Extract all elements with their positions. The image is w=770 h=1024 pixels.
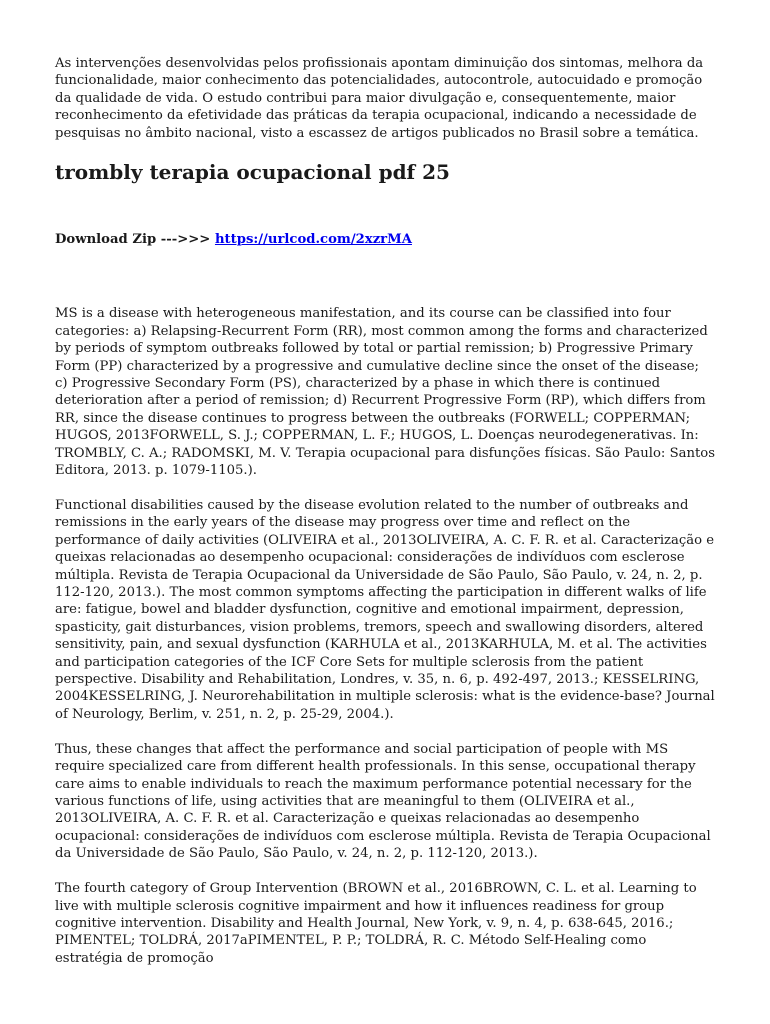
- download-line: [55, 231, 715, 248]
- intro-paragraph: As intervenções desenvolvidas pelos profissionais apontam diminuição dos sintomas, melhora da funcionalidade, maior conhecimento das potencialidades, autocontrole, autocuidado e promoção da qualidade de vida. O estudo contribui para maior divulgação e, consequentemente, maior reconhecimento da efetividade das práticas da terapia ocupacional, indicando a necessidade de pesquisas no âmbito nacional, visto a escassez de artigos publicados no Brasil sobre a temática.: [55, 56, 704, 141]
- download-label: Download Zip --->>>: [55, 232, 215, 248]
- document-page: [55, 55, 715, 967]
- body-paragraph-4: The fourth category of Group Intervention (BROWN et al., 2016BROWN, C. L. et al. Learning to live with multiple sclerosis cognitive impairment and how it influences readiness for group cognitive intervention. Disability and Health Journal, New York, v. 9, n. 4, p. 638-645, 2016.; PIMENTEL; TOLDRÁ, 2017aPIMENTEL, P. P.; TOLDRÁ, R. C. Método Self-Healing como estratégia de promoção: [55, 881, 697, 966]
- body-paragraph-3: Thus, these changes that affect the performance and social participation of people with MS require specialized care from different health professionals. In this sense, occupational therapy care aims to enable individuals to reach the maximum performance potential necessary for the various functions of life, using activities that are meaningful to them (OLIVEIRA et al., 2013OLIVEIRA, A. C. F. R. et al. Caracterização e queixas relacionadas ao desempenho ocupacional: considerações de indivíduos com esclerose múltipla. Revista de Terapia Ocupacional da Universidade de São Paulo, São Paulo, v. 24, n. 2, p. 112-120, 2013.).: [55, 741, 711, 862]
- body-paragraph-2: Functional disabilities caused by the disease evolution related to the number of outbreaks and remissions in the early years of the disease may progress over time and reflect on the performance of daily activities (OLIVEIRA et al., 2013OLIVEIRA, A. C. F. R. et al. Caracterização e queixas relacionadas ao desempenho ocupacional: considerações de indivíduos com esclerose múltipla. Revista de Terapia Ocupacional da Universidade de São Paulo, São Paulo, v. 24, n. 2, p. 112-120, 2013.). The most common symptoms affecting the participation in different walks of life are: fatigue, bowel and bladder dysfunction, cognitive and emotional impairment, depression, spasticity, gait disturbances, vision problems, tremors, speech and swallowing disorders, altered sensitivity, pain, and sexual dysfunction (KARHULA et al., 2013KARHULA, M. et al. The activities and participation categories of the ICF Core Sets for multiple sclerosis from the patient perspective. Disability and Rehabilitation, Londres, v. 35, n. 6, p. 492-497, 2013.; KESSELRING, 2004KESSELRING, J. Neurorehabilitation in multiple sclerosis: what is the evidence-base? Journal of Neurology, Berlim, v. 251, n. 2, p. 25-29, 2004.).: [55, 498, 715, 722]
- download-link[interactable]: https://urlcod.com/2xzrMA: [214, 232, 412, 248]
- page-title: trombly terapia ocupacional pdf 25: [55, 160, 450, 185]
- body-paragraph-1: MS is a disease with heterogeneous manifestation, and its course can be classified into four categories: a) Relapsing-Recurrent Form (RR), most common among the forms and characterized by periods of symptom outbreaks followed by total or partial remission; b) Progressive Primary Form (PP) characterized by a progressive and cumulative decline since the onset of the disease; c) Progressive Secondary Form (PS), characterized by a phase in which there is continued deterioration after a period of remission; d) Recurrent Progressive Form (RP), which differs from RR, since the disease continues to progress between the outbreaks (FORWELL; COPPERMAN; HUGOS, 2013FORWELL, S. J.; COPPERMAN, L. F.; HUGOS, L. Doenças neurodegenerativas. In: TROMBLY, C. A.; RADOMSKI, M. V. Terapia ocupacional para disfunções físicas. São Paulo: Santos Editora, 2013. p. 1079-1105.).: [55, 306, 715, 479]
